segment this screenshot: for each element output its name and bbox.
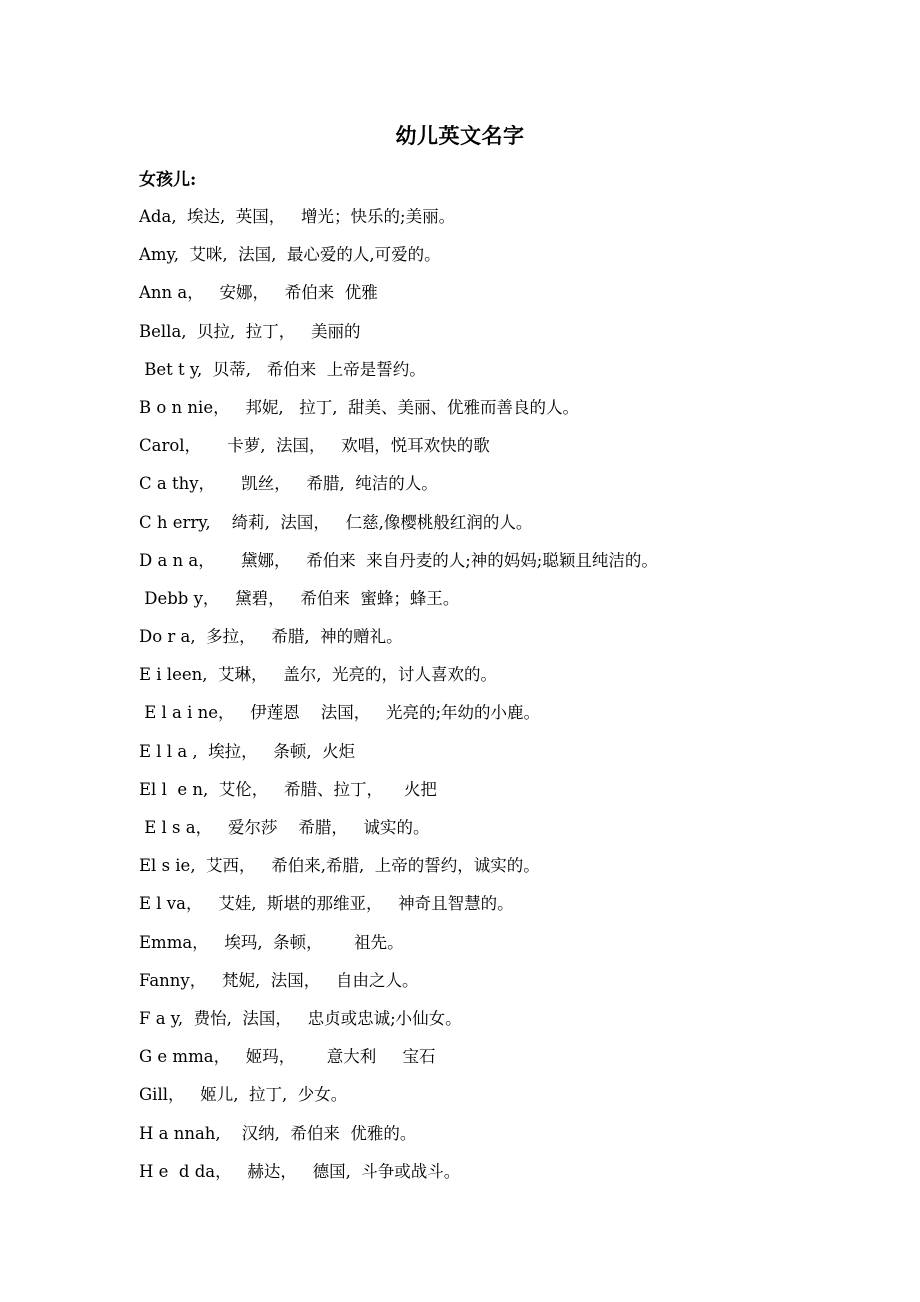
name-entry: C a thy， 凯丝， 希腊, 纯洁的人。 bbox=[139, 474, 438, 494]
name-entry: E l l a , 埃拉， 条顿, 火炬 bbox=[139, 741, 356, 761]
section-heading-girls: 女孩儿: bbox=[139, 170, 197, 190]
name-entry: El s ie, 艾西， 希伯来,希腊, 上帝的誓约，诚实的。 bbox=[139, 856, 540, 876]
name-entry: Bet t y, 贝蒂, 希伯来 上帝是誓约。 bbox=[139, 359, 426, 379]
name-entry: F a y, 费怡, 法国， 忠贞或忠诚;小仙女。 bbox=[139, 1008, 462, 1028]
name-entry: E i leen, 艾琳， 盖尔, 光亮的，讨人喜欢的。 bbox=[139, 665, 497, 685]
name-entry: Amy, 艾咪, 法国, 最心爱的人,可爱的。 bbox=[139, 245, 441, 265]
name-entry: Carol， 卡萝, 法国， 欢唱，悦耳欢快的歌 bbox=[139, 436, 490, 456]
name-entry: E l a i ne， 伊莲恩 法国， 光亮的;年幼的小鹿。 bbox=[139, 703, 541, 723]
name-list bbox=[139, 205, 839, 1198]
name-entry: H e d da， 赫达， 德国, 斗争或战斗。 bbox=[139, 1161, 461, 1181]
name-entry: H a nnah, 汉纳, 希伯来 优雅的。 bbox=[139, 1123, 417, 1143]
name-entry: Debb y， 黛碧， 希伯来 蜜蜂；蜂王。 bbox=[139, 588, 460, 608]
name-entry: Ada, 埃达, 英国， 增光；快乐的;美丽。 bbox=[139, 207, 456, 226]
name-entry: Fanny， 梵妮, 法国， 自由之人。 bbox=[139, 970, 419, 990]
name-entry: E l s a， 爱尔莎 希腊， 诚实的。 bbox=[139, 818, 430, 837]
name-entry: Gill， 姬儿, 拉丁, 少女。 bbox=[139, 1085, 348, 1105]
page-title: 幼儿英文名字 bbox=[395, 123, 525, 148]
name-entry: C h erry, 绮莉, 法国， 仁慈,像樱桃般红润的人。 bbox=[139, 512, 533, 532]
name-entry: Emma， 埃玛, 条顿， 祖先。 bbox=[139, 932, 404, 952]
name-entry: D a n a， 黛娜， 希伯来 来自丹麦的人;神的妈妈;聪颖且纯洁的。 bbox=[139, 550, 658, 570]
name-entry: El l e n, 艾伦， 希腊、拉丁， 火把 bbox=[139, 779, 437, 799]
name-entry: Do r a, 多拉， 希腊, 神的赠礼。 bbox=[139, 627, 403, 647]
name-entry: Bella, 贝拉, 拉丁， 美丽的 bbox=[139, 321, 361, 341]
name-entry: E l va， 艾娃, 斯堪的那维亚， 神奇且智慧的。 bbox=[139, 894, 514, 914]
name-entry: B o n nie， 邦妮, 拉丁, 甜美、美丽、优雅而善良的人。 bbox=[139, 397, 580, 417]
name-entry: Ann a， 安娜， 希伯来 优雅 bbox=[139, 283, 378, 303]
name-entry: G e mma， 姬玛， 意大利 宝石 bbox=[139, 1047, 436, 1067]
